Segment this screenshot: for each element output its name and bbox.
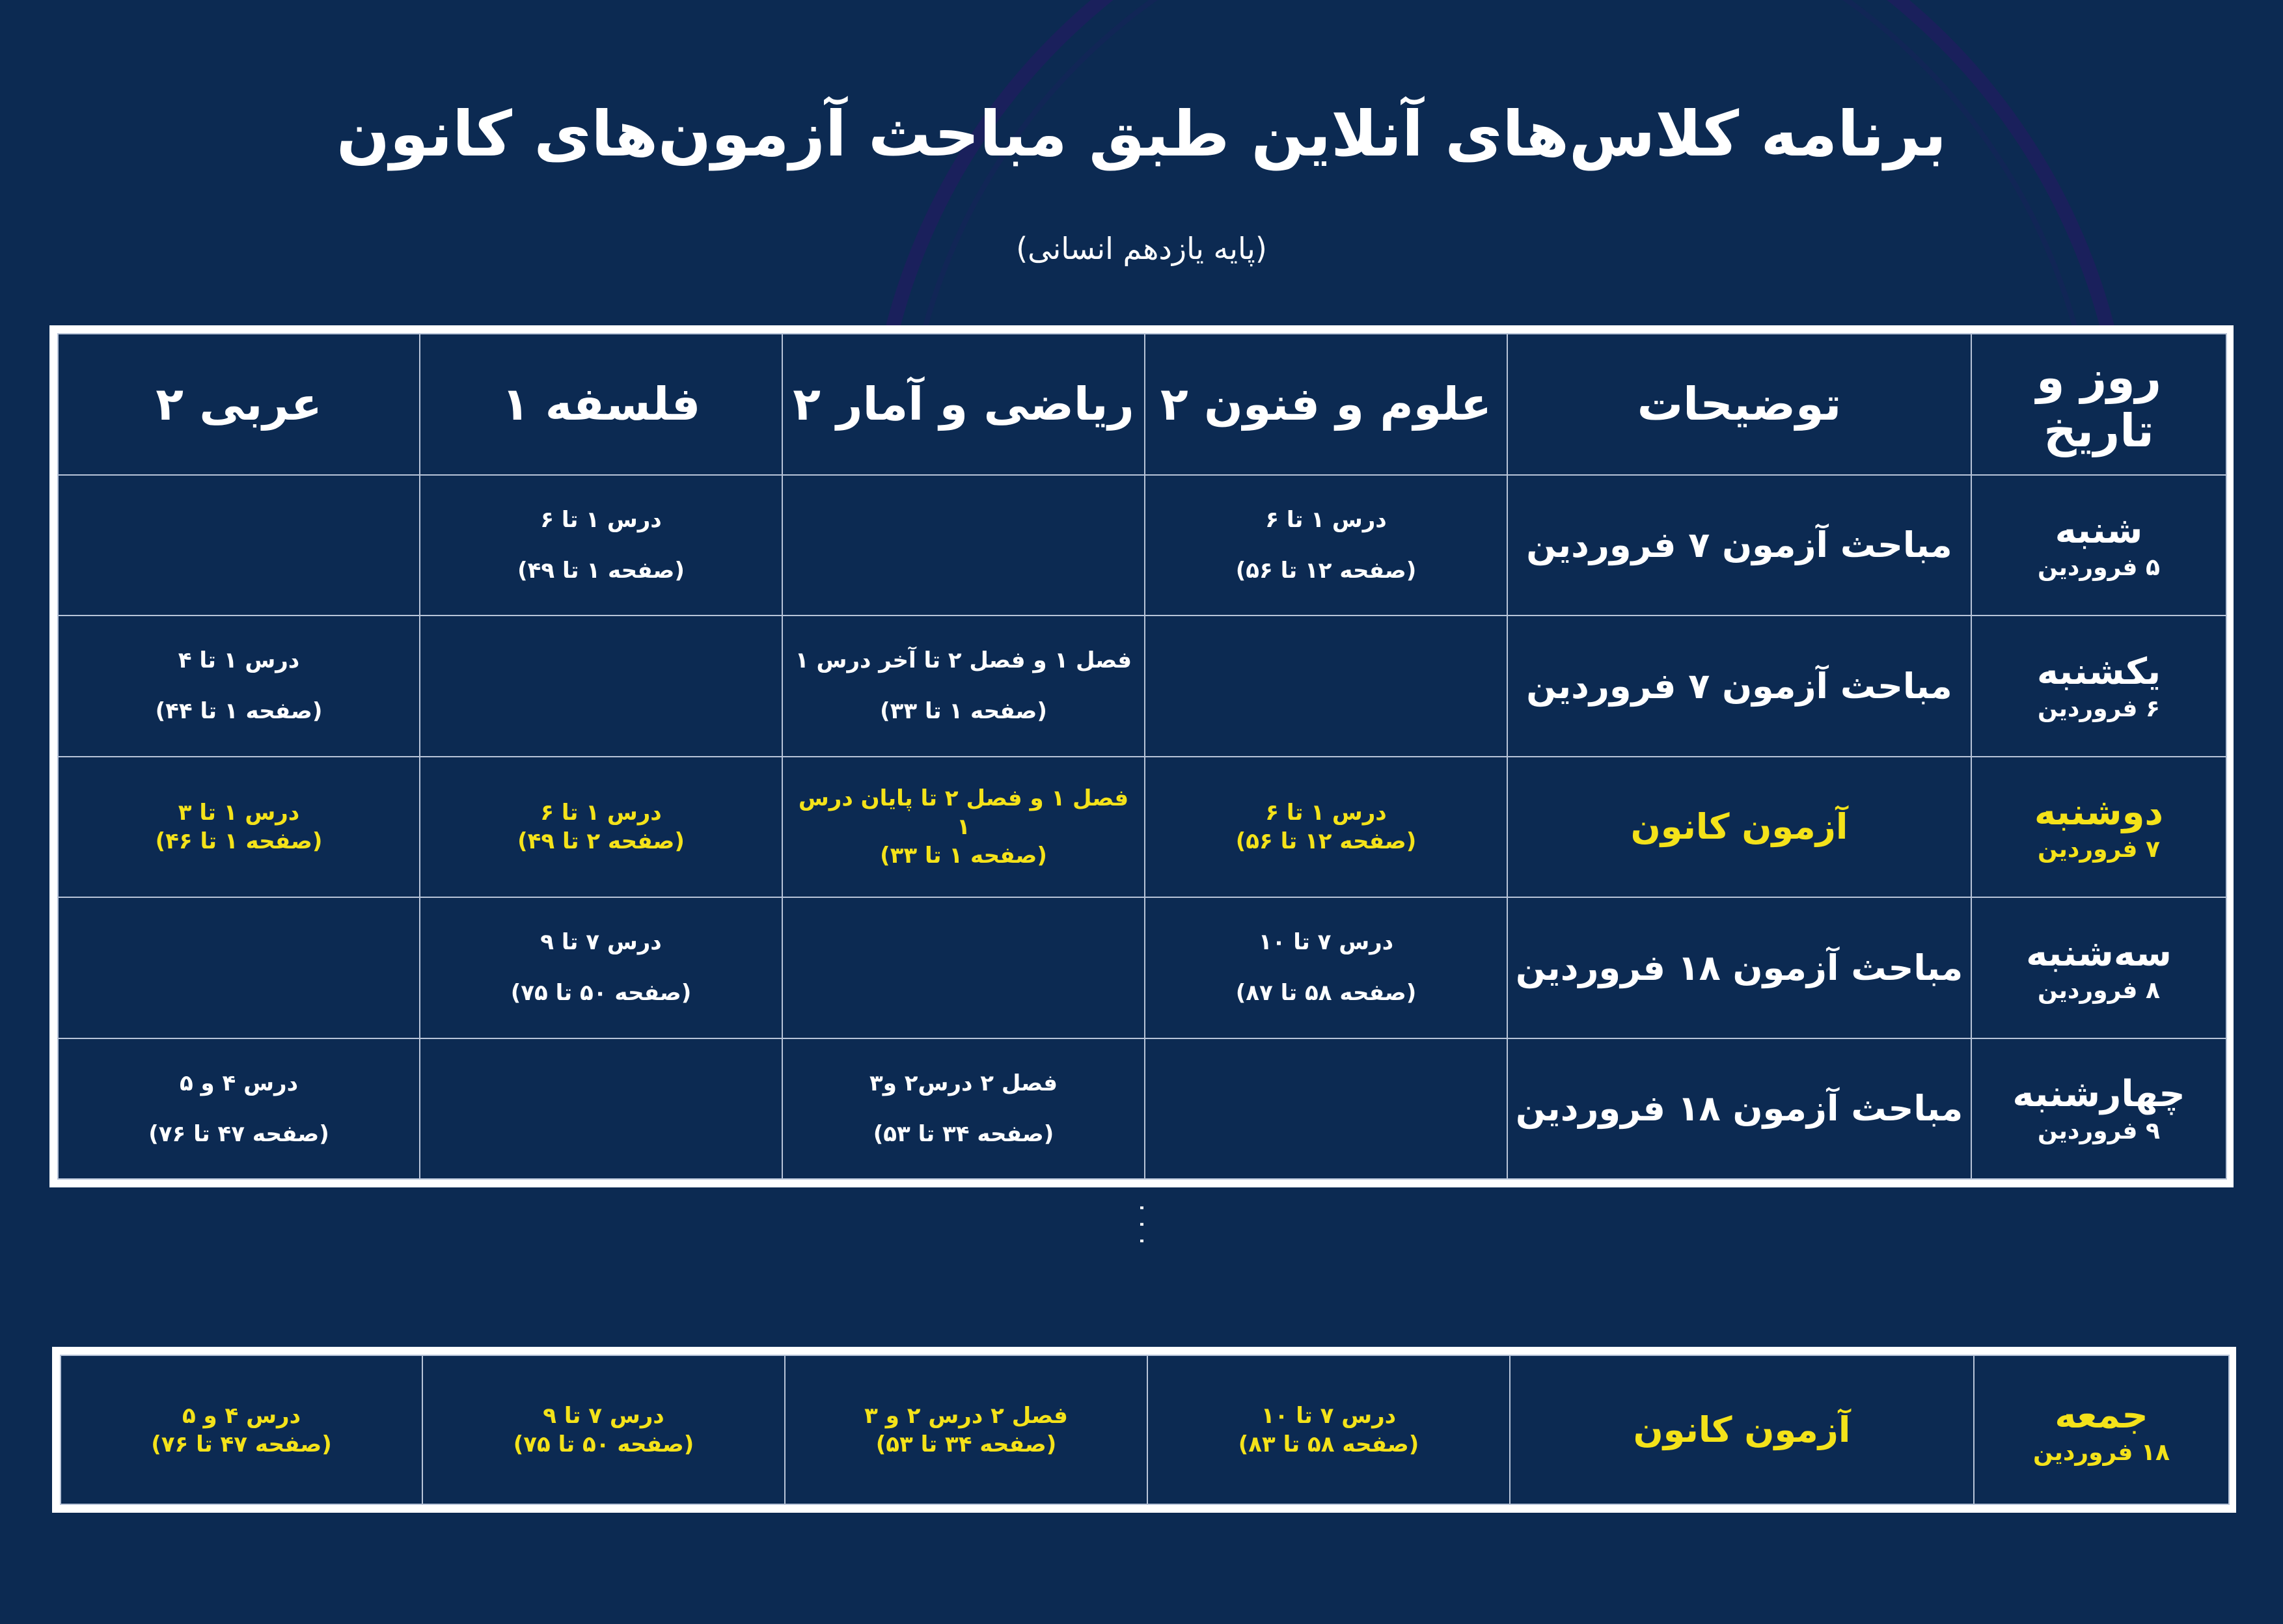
ulum-cell	[1145, 616, 1507, 757]
arabi-cell	[58, 1038, 420, 1180]
day-name: جمعه	[2055, 1394, 2148, 1437]
header-day: روز و تاریخ	[1971, 334, 2226, 475]
lesson-line: درس ۱ تا ۶	[1265, 506, 1387, 533]
falsafe-cell	[420, 1038, 782, 1180]
lesson-line: درس ۱ تا ۶	[1265, 799, 1387, 826]
continuation-dots	[1132, 1204, 1164, 1245]
page-title: برنامه کلاس‌های آنلاین طبق مباحث آزمون‌های کانون	[336, 98, 1947, 170]
page-line: (صفحه ۱۲ تا ۵۶)	[1235, 828, 1417, 854]
lesson-line: درس ۷ تا ۹	[543, 1402, 664, 1429]
desc-cell: مباحث آزمون ۷ فروردین	[1507, 616, 1971, 757]
lesson-line: درس ۱ تا ۶	[540, 506, 662, 533]
day-cell	[1974, 1355, 2229, 1504]
day-name: چهارشنبه	[2012, 1073, 2185, 1116]
schedule-table	[57, 333, 2227, 1180]
lesson-line: درس ۱ تا ۶	[540, 799, 662, 826]
header-arabi: عربی ۲	[58, 334, 420, 475]
header-falsafe: فلسفه ۱	[420, 334, 782, 475]
day-name: سه‌شنبه	[2026, 932, 2172, 975]
page-line: (صفحه ۵۰ تا ۷۵)	[513, 1431, 694, 1457]
lesson-line: درس ۱ تا ۴	[178, 647, 300, 674]
falsafe-cell	[420, 897, 782, 1038]
header-row	[58, 334, 2226, 475]
falsafe-cell	[420, 475, 782, 616]
lesson-line: درس ۱ تا ۳	[178, 799, 300, 826]
arabi-cell	[58, 616, 420, 757]
page-line: (صفحه ۵۸ تا ۸۷)	[1235, 980, 1417, 1007]
falsafe-cell	[422, 1355, 785, 1504]
page-line: (صفحه ۱ تا ۳۳)	[880, 698, 1047, 725]
final-exam-table	[60, 1355, 2230, 1505]
day-cell	[1971, 616, 2226, 757]
arabi-cell	[58, 757, 420, 898]
arabi-cell	[61, 1355, 422, 1504]
desc-cell: مباحث آزمون ۱۸ فروردین	[1507, 1038, 1971, 1180]
ellipsis: . . .	[1134, 1204, 1164, 1245]
page-line: (صفحه ۳۴ تا ۵۳)	[875, 1431, 1057, 1457]
desc-cell: آزمون کانون	[1510, 1355, 1974, 1504]
day-date: ۷ فروردین	[2038, 836, 2160, 863]
table-row	[58, 1038, 2226, 1180]
day-name: دوشنبه	[2034, 791, 2164, 834]
page-line: (صفحه ۴۷ تا ۷۶)	[151, 1431, 332, 1457]
day-date: ۵ فروردین	[2038, 554, 2160, 582]
day-date: ۶ فروردین	[2038, 695, 2160, 722]
ulum-cell	[1145, 475, 1507, 616]
page-line: (صفحه ۵۰ تا ۷۵)	[510, 980, 692, 1007]
day-date: ۹ فروردین	[2038, 1118, 2160, 1145]
day-cell	[1971, 475, 2226, 616]
arabi-cell	[58, 475, 420, 616]
lesson-line: فصل ۲ درس ۲ و ۳	[864, 1402, 1068, 1429]
day-cell	[1971, 1038, 2226, 1180]
riazi-cell	[782, 475, 1145, 616]
riazi-cell	[782, 897, 1145, 1038]
ulum-cell	[1145, 757, 1507, 898]
lesson-line: درس ۷ تا ۹	[540, 929, 662, 956]
day-name: شنبه	[2055, 509, 2143, 552]
lesson-line: درس ۴ و ۵	[182, 1402, 301, 1429]
riazi-cell	[782, 1038, 1145, 1180]
falsafe-cell	[420, 757, 782, 898]
lesson-line: درس ۴ و ۵	[179, 1070, 299, 1096]
header-riazi: ریاضی و آمار ۲	[782, 334, 1145, 475]
table-row-exam	[58, 757, 2226, 898]
lesson-line: درس ۷ تا ۱۰	[1258, 929, 1394, 956]
desc-cell: مباحث آزمون ۱۸ فروردین	[1507, 897, 1971, 1038]
falsafe-cell	[420, 616, 782, 757]
page-line: (صفحه ۱ تا ۴۹)	[517, 557, 685, 584]
desc-cell: مباحث آزمون ۷ فروردین	[1507, 475, 1971, 616]
arabi-cell	[58, 897, 420, 1038]
page-line: (صفحه ۱۲ تا ۵۶)	[1235, 557, 1417, 584]
page-line: (صفحه ۲ تا ۴۹)	[517, 828, 685, 854]
page-line: (صفحه ۱ تا ۴۴)	[155, 698, 323, 725]
page-line: (صفحه ۵۸ تا ۸۳)	[1238, 1431, 1419, 1457]
header-desc: توضیحات	[1507, 334, 1971, 475]
table-row-exam	[61, 1355, 2229, 1504]
header-ulum: علوم و فنون ۲	[1145, 334, 1507, 475]
page-line: (صفحه ۴۷ تا ۷۶)	[148, 1120, 329, 1147]
lesson-line: درس ۷ تا ۱۰	[1261, 1402, 1397, 1429]
page-line: (صفحه ۱ تا ۳۳)	[880, 842, 1047, 869]
table-row	[58, 897, 2226, 1038]
riazi-cell	[785, 1355, 1147, 1504]
desc-cell: آزمون کانون	[1507, 757, 1971, 898]
final-exam-frame	[52, 1347, 2236, 1513]
riazi-cell	[782, 757, 1145, 898]
day-name: یکشنبه	[2036, 650, 2161, 693]
day-cell	[1971, 897, 2226, 1038]
ulum-cell	[1147, 1355, 1510, 1504]
lesson-line: فصل ۱ و فصل ۲ تا پایان درس ۱	[798, 785, 1129, 840]
table-row	[58, 616, 2226, 757]
day-cell	[1971, 757, 2226, 898]
page-line: (صفحه ۱ تا ۴۶)	[155, 828, 323, 854]
page-line: (صفحه ۳۴ تا ۵۳)	[873, 1120, 1054, 1147]
schedule-table-frame	[49, 325, 2234, 1187]
day-date: ۸ فروردین	[2038, 977, 2160, 1004]
day-date: ۱۸ فروردین	[2033, 1439, 2170, 1466]
lesson-line: فصل ۲ درس۲ و۳	[869, 1070, 1058, 1096]
page-subtitle: (پایه یازدهم انسانی)	[1016, 231, 1267, 266]
riazi-cell	[782, 616, 1145, 757]
table-row	[58, 475, 2226, 616]
lesson-line: فصل ۱ و فصل ۲ تا آخر درس ۱	[795, 647, 1132, 674]
ulum-cell	[1145, 1038, 1507, 1180]
ulum-cell	[1145, 897, 1507, 1038]
